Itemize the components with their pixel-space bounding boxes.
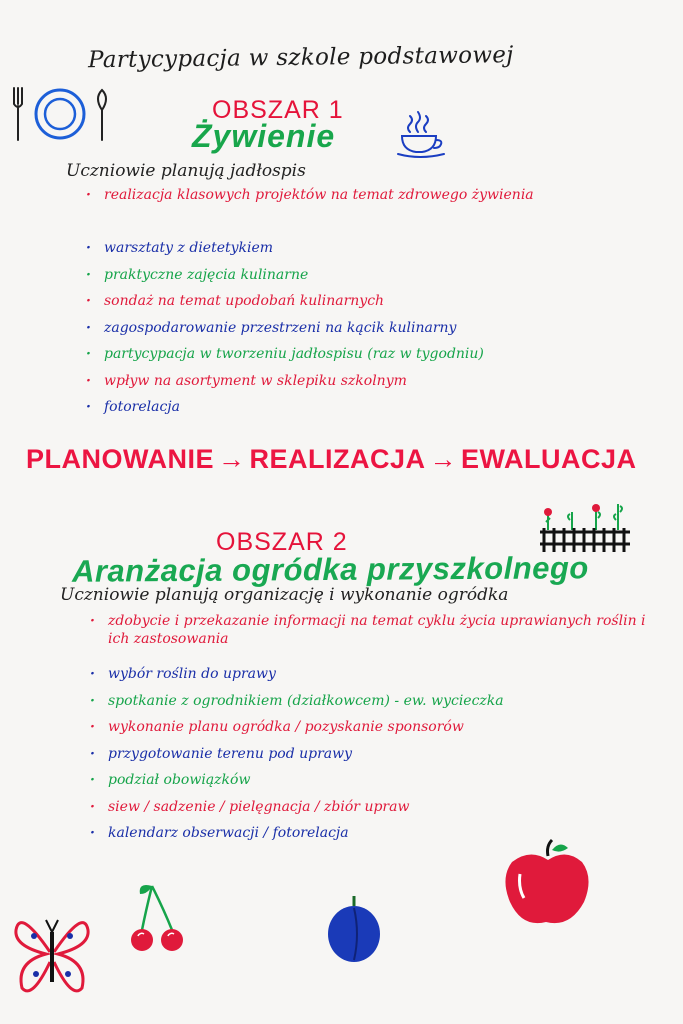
- arrow-right-icon: →: [218, 444, 246, 474]
- arrow-right-icon: →: [429, 444, 458, 474]
- butterfly-icon: [10, 902, 94, 1002]
- list-item: · wybór roślin do uprawy: [90, 666, 276, 682]
- apple-icon: [500, 838, 596, 930]
- list-item-text: kalendarz obserwacji / fotorelacja: [108, 825, 349, 841]
- process-step-realization: REALIZACJA: [249, 444, 426, 474]
- area2-intro: Uczniowie planują organizację i wykonanie ogródka: [60, 585, 509, 605]
- list-item-text: zagospodarowanie przestrzeni na kącik kulinarny: [104, 319, 457, 336]
- list-item-text: realizacja klasowych projektów na temat zdrowego żywienia: [104, 187, 534, 203]
- list-item: · sondaż na temat upodobań kulinarnych: [86, 293, 385, 309]
- area2-subheading: Aranżacja ogródka przyszkolnego: [71, 550, 589, 589]
- list-item: · podział obowiązków: [90, 772, 251, 788]
- list-item: · siew / sadzenie / pielęgnacja / zbiór upraw: [90, 798, 410, 815]
- list-item: · przygotowanie terenu pod uprawy: [90, 745, 353, 762]
- plate-cutlery-icon: [8, 84, 116, 146]
- list-item-text: przygotowanie terenu pod uprawy: [108, 745, 353, 762]
- list-item-text: fotorelacja: [104, 399, 180, 415]
- list-item-text: spotkanie z ogrodnikiem (działkowcem) - ew. wycieczka: [108, 692, 504, 709]
- list-item: · praktyczne zajęcia kulinarne: [86, 266, 309, 283]
- list-item: · zdobycie i przekazanie informacji na temat cyklu życia uprawianych roślin i ich zastosowania: [90, 613, 646, 648]
- area1-subheading: Żywienie: [192, 118, 336, 154]
- list-item-text: warsztaty z dietetykiem: [104, 240, 274, 256]
- fence-flowers-icon: [536, 500, 632, 554]
- list-item: · fotorelacja: [86, 399, 180, 415]
- list-item-text: zdobycie i przekazanie informacji na temat cyklu życia uprawianych roślin i ich zastosowania: [108, 613, 646, 648]
- steaming-cup-icon: [396, 110, 450, 160]
- process-step-planning: PLANOWANIE: [26, 444, 215, 474]
- list-item-text: partycypacja w tworzeniu jadłospisu (raz w tygodniu): [104, 346, 484, 362]
- area1-heading: OBSZAR 1: [212, 96, 344, 124]
- list-item: · partycypacja w tworzeniu jadłospisu (raz w tygodniu): [86, 346, 484, 362]
- cherries-icon: [124, 880, 194, 960]
- list-item: · spotkanie z ogrodnikiem (działkowcem) - ew. wycieczka: [90, 692, 504, 709]
- poster-title: Partycypacja w szkole podstawowej: [87, 42, 514, 74]
- process-step-evaluation: EWALUACJA: [461, 444, 637, 474]
- list-item: · warsztaty z dietetykiem: [86, 240, 274, 256]
- list-item: · wykonanie planu ogródka / pozyskanie sponsorów: [90, 719, 464, 735]
- list-item-text: sondaż na temat upodobań kulinarnych: [104, 293, 385, 309]
- area2-heading: OBSZAR 2: [216, 528, 348, 556]
- area1-intro: Uczniowie planują jadłospis: [66, 161, 306, 181]
- area2-list: [86, 612, 646, 851]
- plum-icon: [324, 892, 386, 964]
- list-item: · kalendarz obserwacji / fotorelacja: [90, 825, 349, 841]
- list-item: · wpływ na asortyment w sklepiku szkolnym: [86, 372, 407, 389]
- area1-list: [82, 186, 642, 425]
- list-item-text: podział obowiązków: [108, 772, 251, 788]
- list-item-text: wykonanie planu ogródka / pozyskanie sponsorów: [108, 719, 464, 735]
- list-item-text: siew / sadzenie / pielęgnacja / zbiór upraw: [108, 798, 410, 815]
- list-item: · zagospodarowanie przestrzeni na kącik kulinarny: [86, 319, 457, 336]
- process-line: [26, 444, 666, 475]
- list-item-text: wybór roślin do uprawy: [108, 666, 276, 682]
- list-item: · realizacja klasowych projektów na temat zdrowego żywienia: [86, 187, 534, 203]
- list-item-text: praktyczne zajęcia kulinarne: [104, 266, 309, 283]
- list-item-text: wpływ na asortyment w sklepiku szkolnym: [104, 372, 407, 389]
